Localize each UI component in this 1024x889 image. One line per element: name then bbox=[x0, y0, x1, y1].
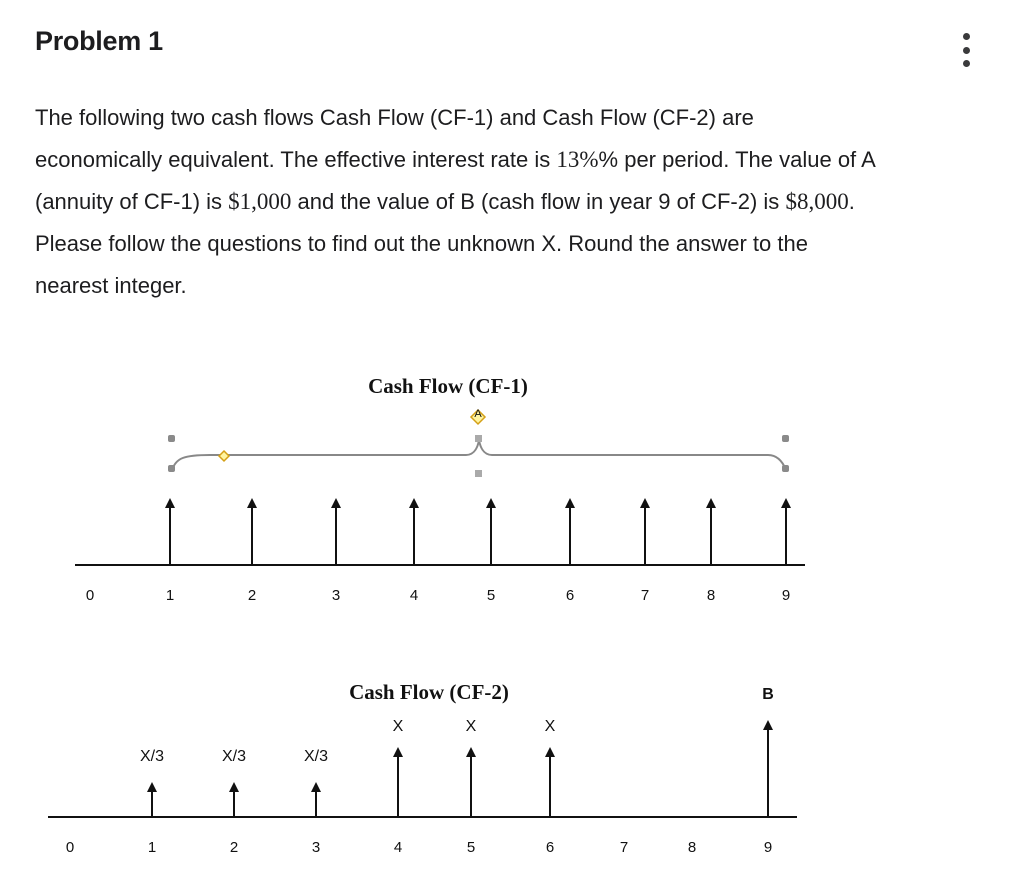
problem-text: economically equivalent. The effective interest rate is bbox=[35, 147, 557, 172]
cf2-title: Cash Flow (CF-2) bbox=[349, 680, 509, 704]
problem-title: Problem 1 bbox=[35, 26, 163, 56]
cf2-flow-label: X/3 bbox=[139, 748, 165, 765]
cf1-period-label: 2 bbox=[247, 587, 257, 604]
cf1-period-label: 6 bbox=[565, 587, 575, 604]
brace-handle bbox=[168, 465, 175, 472]
problem-line: nearest integer. bbox=[35, 273, 187, 298]
cf1-period-label: 1 bbox=[165, 587, 175, 604]
cf2-flow-label: B bbox=[762, 686, 774, 703]
cf2-flow-label: X bbox=[392, 718, 404, 735]
interest-rate-value: 13% bbox=[556, 147, 599, 172]
problem-line: Please follow the questions to find out the unknown X. Round the answer to the bbox=[35, 231, 808, 256]
cf1-period-label: 9 bbox=[781, 587, 791, 604]
cf2-period-label: 0 bbox=[65, 839, 75, 856]
cf2-period-label: 7 bbox=[619, 839, 629, 856]
cf2-arrows bbox=[140, 686, 774, 817]
cf2-flow-label: X bbox=[465, 718, 477, 735]
cf2-period-label: 9 bbox=[763, 839, 773, 856]
cf2-period-label: 4 bbox=[393, 839, 403, 856]
cf2-period-label: 1 bbox=[147, 839, 157, 856]
cf1-period-label: 7 bbox=[640, 587, 650, 604]
brace-adjust-handle bbox=[219, 451, 229, 461]
cf1-period-labels bbox=[86, 587, 790, 604]
cf1-brace-label: A bbox=[474, 408, 482, 420]
brace-handle bbox=[475, 470, 482, 477]
cf2-flow-label: X/3 bbox=[221, 748, 247, 765]
cf2-period-label: 2 bbox=[229, 839, 239, 856]
cf2-period-label: 3 bbox=[311, 839, 321, 856]
cf2-flow-label: X/3 bbox=[303, 748, 329, 765]
cf1-title: Cash Flow (CF-1) bbox=[368, 374, 528, 398]
cf1-period-label: 3 bbox=[331, 587, 341, 604]
annuity-value: $1,000 bbox=[228, 189, 292, 214]
cf2-period-label: 8 bbox=[687, 839, 697, 856]
problem-text: and the value of B (cash flow in year 9 of CF-2) is bbox=[291, 189, 786, 214]
problem-text: % per period. The value of A bbox=[598, 147, 876, 172]
cf1-period-label: 0 bbox=[85, 587, 95, 604]
cf1-period-label: 5 bbox=[486, 587, 496, 604]
brace-handle bbox=[475, 435, 482, 442]
problem-text: (annuity of CF-1) is bbox=[35, 189, 229, 214]
brace-handle bbox=[168, 435, 175, 442]
cf2-period-label: 6 bbox=[545, 839, 555, 856]
cf1-period-label: 8 bbox=[706, 587, 716, 604]
brace-handle bbox=[782, 435, 789, 442]
cf1-annuity-brace bbox=[172, 440, 786, 470]
cf2-period-labels bbox=[66, 839, 772, 856]
problem-line: The following two cash flows Cash Flow (CF-1) and Cash Flow (CF-2) are bbox=[35, 105, 754, 130]
brace-handle bbox=[782, 465, 789, 472]
cf1-period-label: 4 bbox=[409, 587, 419, 604]
cf2-flow-label: X bbox=[544, 718, 556, 735]
b-value: $8,000 bbox=[785, 189, 849, 214]
problem-text: . bbox=[848, 189, 855, 214]
cf1-arrows bbox=[170, 503, 786, 565]
cf2-period-label: 5 bbox=[466, 839, 476, 856]
